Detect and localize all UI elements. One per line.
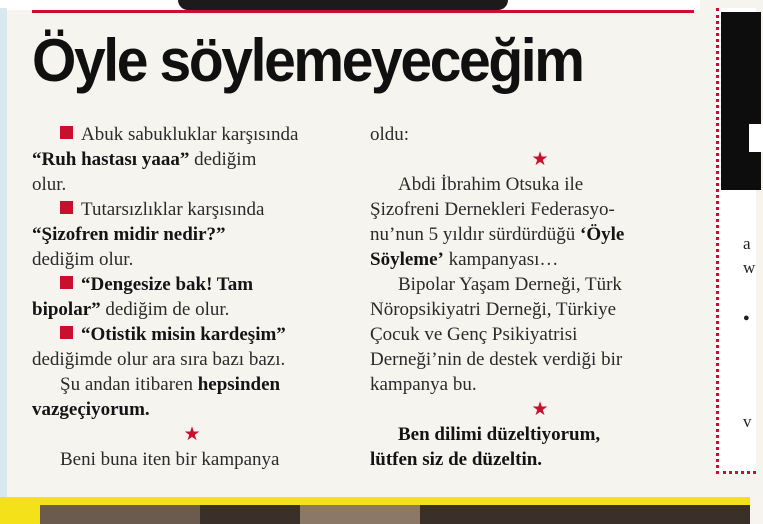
article-column-2 <box>370 122 710 472</box>
paragraph-line: lütfen siz de düzeltin. <box>370 449 543 470</box>
paragraph-line: kampanya bu. <box>370 374 477 395</box>
paragraph-line: “Dengesize bak! Tam <box>32 272 352 297</box>
red-bullet-square <box>60 201 73 214</box>
photo-dark-area <box>178 0 508 10</box>
paragraph-line: Beni buna iten bir kampanya <box>60 449 280 470</box>
adjacent-bullet-fragment: ● <box>743 312 750 324</box>
adjacent-text-fragment: v <box>743 412 752 431</box>
bottom-yellow-strip <box>0 497 750 524</box>
paragraph-line: Şizofreni Dernekleri Federasyo- <box>370 199 615 220</box>
paragraph-line: Nöropsikiyatri Derneği, Türkiye <box>370 299 617 320</box>
paragraph-line: Şu andan itibaren hepsinden <box>60 374 281 395</box>
bottom-photo-detail <box>300 505 420 524</box>
adjacent-letter-fragment <box>749 124 763 152</box>
paragraph-line: “Şizofren midir nedir?” <box>32 224 226 245</box>
paragraph-line: Abuk sabukluklar karşısında <box>32 122 352 147</box>
red-bullet-square <box>60 276 73 289</box>
paragraph-line: Bipolar Yaşam Derneği, Türk <box>398 274 622 295</box>
top-photo-fragment <box>0 0 700 10</box>
adjacent-text-fragment: w <box>743 258 756 277</box>
paragraph-line: dediğimde olur ara sıra bazı bazı. <box>32 349 286 370</box>
paragraph-line: olur. <box>32 174 67 195</box>
red-bullet-square <box>60 326 73 339</box>
adjacent-article-box <box>716 8 756 474</box>
left-page-edge <box>0 8 7 508</box>
paragraph-line: nu’nun 5 yıldır sürdürdüğü ‘Öyle <box>370 224 625 245</box>
adjacent-text-fragment: a <box>743 234 751 253</box>
paragraph-line: vazgeçiyorum. <box>32 399 150 420</box>
red-bullet-square <box>60 126 73 139</box>
paragraph-line: Derneği’nin de destek verdiği bir <box>370 349 623 370</box>
paragraph-line: Çocuk ve Genç Psikiyatrisi <box>370 324 578 345</box>
adjacent-black-block <box>721 12 761 190</box>
paragraph-line: Söyleme’ kampanyası… <box>370 249 559 270</box>
paragraph-line: dediğim olur. <box>32 249 134 270</box>
paragraph-line: “Otistik misin kardeşim” <box>32 322 352 347</box>
paragraph-line: Abdi İbrahim Otsuka ile <box>398 174 584 195</box>
top-red-rule <box>32 10 694 13</box>
paragraph-line: “Ruh hastası yaaa” dediğim <box>32 149 257 170</box>
paragraph-line: bipolar” dediğim de olur. <box>32 299 230 320</box>
headline: Öyle söylemeyeceğim <box>32 27 583 94</box>
paragraph-line: oldu: <box>370 124 410 145</box>
paragraph-line: Tutarsızlıklar karşısında <box>32 197 352 222</box>
star-divider: ★ <box>183 424 201 445</box>
star-divider: ★ <box>531 399 549 420</box>
star-divider: ★ <box>531 149 549 170</box>
article-column-1 <box>32 122 352 472</box>
bottom-photo-detail <box>40 505 200 524</box>
paragraph-line: Ben dilimi düzeltiyorum, <box>398 424 601 445</box>
